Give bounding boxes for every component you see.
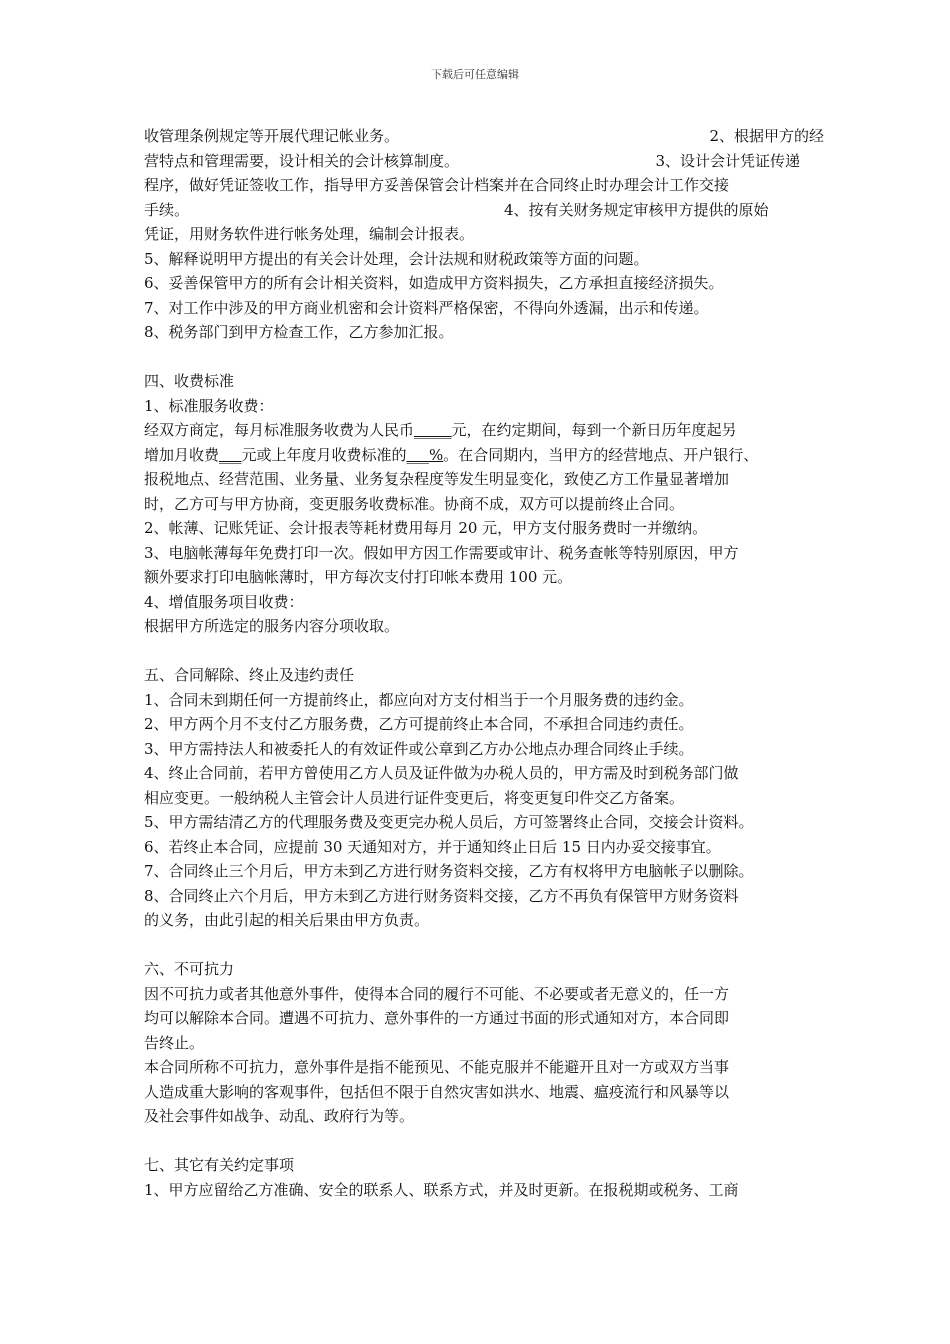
text-line: 额外要求打印电脑帐薄时，甲方每次支付打印帐本费用 100 元。 bbox=[144, 568, 573, 586]
text-line: 程序，做好凭证签收工作，指导甲方妥善保管会计档案并在合同终止时办理会计工作交接 bbox=[144, 176, 730, 194]
page-header: 下载后可任意编辑 bbox=[431, 68, 519, 81]
text-line: 根据甲方所选定的服务内容分项收取。 bbox=[144, 617, 400, 635]
text-segment: 经双方商定，每月标准服务收费为人民币 bbox=[144, 421, 415, 439]
text-line bbox=[144, 443, 824, 468]
text-line bbox=[144, 418, 824, 443]
section-title: 六、不可抗力 bbox=[144, 960, 235, 978]
section-title: 四、收费标准 bbox=[144, 372, 235, 390]
text-segment: 元或上年度月收费标准的 bbox=[241, 445, 407, 464]
text-line: 1、甲方应留给乙方准确、安全的联系人、联系方式，并及时更新。在报税期或税务、工商 bbox=[144, 1180, 739, 1199]
text-line: 6、若终止本合同，应提前 30 天通知对方，并于通知终止日后 15 日内办妥交接事宜。 bbox=[144, 837, 721, 856]
text-line: 3、电脑帐薄每年免费打印一次。假如甲方因工作需要或审计、税务查帐等特别原因，甲方 bbox=[144, 543, 739, 562]
text-segment: 4、按有关财务规定审核甲方提供的原始 bbox=[504, 200, 769, 219]
fill-blank-percent: ___% bbox=[406, 445, 444, 464]
text-line: 均可以解除本合同。遭遇不可抗力、意外事件的一方通过书面的形式通知对方，本合同即 bbox=[144, 1009, 730, 1027]
text-line: 时，乙方可与甲方协商，变更服务收费标准。协商不成，双方可以提前终止合同。 bbox=[144, 494, 685, 513]
text-line: 凭证，用财务软件进行帐务处理，编制会计报表。 bbox=[144, 225, 475, 243]
text-line: 6、妥善保管甲方的所有会计相关资料，如造成甲方资料损失，乙方承担直接经济损失。 bbox=[144, 274, 724, 292]
text-line: 告终止。 bbox=[144, 1033, 205, 1052]
text-segment: 元，在约定期间，每到一个新日历年度起另 bbox=[451, 421, 737, 439]
text-line: 8、合同终止六个月后，甲方未到乙方进行财务资料交接，乙方不再负有保管甲方财务资料 bbox=[144, 886, 739, 905]
text-line: 3、甲方需持法人和被委托人的有效证件或公章到乙方办公地点办理合同终止手续。 bbox=[144, 739, 694, 758]
section-title: 五、合同解除、终止及违约责任 bbox=[144, 666, 355, 684]
text-line bbox=[144, 124, 824, 149]
text-line: 人造成重大影响的客观事件，包括但不限于自然灾害如洪水、地震、瘟疫流行和风暴等以 bbox=[144, 1082, 730, 1101]
text-line: 报税地点、经营范围、业务量、业务复杂程度等发生明显变化，致使乙方工作量显著增加 bbox=[144, 470, 730, 488]
fill-blank: ___ bbox=[219, 445, 242, 464]
text-line: 5、解释说明甲方提出的有关会计处理，会计法规和财税政策等方面的问题。 bbox=[144, 249, 649, 268]
text-line: 7、合同终止三个月后，甲方未到乙方进行财务资料交接，乙方有权将甲方电脑帐子以删除。 bbox=[144, 862, 754, 880]
text-line: 4、终止合同前，若甲方曾使用乙方人员及证件做为办税人员的，甲方需及时到税务部门做 bbox=[144, 764, 739, 782]
text-line: 5、甲方需结清乙方的代理服务费及变更完办税人员后，方可签署终止合同，交接会计资料。 bbox=[144, 813, 754, 831]
text-line: 2、甲方两个月不支付乙方服务费，乙方可提前终止本合同，不承担合同违约责任。 bbox=[144, 715, 694, 733]
text-line: 1、合同未到期任何一方提前终止，都应向对方支付相当于一个月服务费的违约金。 bbox=[144, 690, 694, 709]
text-line: 1、标准服务收费： bbox=[144, 396, 274, 415]
text-segment: 手续。 bbox=[144, 200, 190, 219]
text-segment: 。在合同期内，当甲方的经营地点、开户银行、 bbox=[443, 445, 759, 464]
text-segment: 3、设计会计凭证传递 bbox=[655, 151, 800, 170]
text-line: 8、税务部门到甲方检查工作，乙方参加汇报。 bbox=[144, 323, 454, 341]
text-line: 7、对工作中涉及的甲方商业机密和会计资料严格保密，不得向外透漏，出示和传递。 bbox=[144, 298, 709, 317]
text-segment: 收管理条例规定等开展代理记帐业务。 bbox=[144, 127, 400, 145]
text-line: 2、帐薄、记账凭证、会计报表等耗材费用每月 20 元，甲方支付服务费时一并缴纳。 bbox=[144, 519, 708, 537]
text-line: 的义务，由此引起的相关后果由甲方负责。 bbox=[144, 911, 430, 929]
text-line bbox=[144, 198, 824, 223]
text-segment: 2、根据甲方的经 bbox=[709, 127, 824, 145]
text-line bbox=[144, 149, 824, 174]
section-title: 七、其它有关约定事项 bbox=[144, 1156, 295, 1174]
text-line: 本合同所称不可抗力，意外事件是指不能预见、不能克服并不能避开且对一方或双方当事 bbox=[144, 1058, 730, 1076]
document-body bbox=[144, 124, 824, 1202]
text-segment: 增加月收费 bbox=[144, 445, 220, 464]
text-segment: 营特点和管理需要，设计相关的会计核算制度。 bbox=[144, 151, 460, 170]
text-line: 及社会事件如战争、动乱、政府行为等。 bbox=[144, 1107, 415, 1125]
text-line: 4、增值服务项目收费： bbox=[144, 592, 304, 611]
text-line: 因不可抗力或者其他意外事件，使得本合同的履行不可能、不必要或者无意义的，任一方 bbox=[144, 984, 730, 1003]
text-line: 相应变更。一般纳税人主管会计人员进行证件变更后，将变更复印件交乙方备案。 bbox=[144, 788, 685, 807]
fill-blank: _____ bbox=[414, 421, 452, 439]
